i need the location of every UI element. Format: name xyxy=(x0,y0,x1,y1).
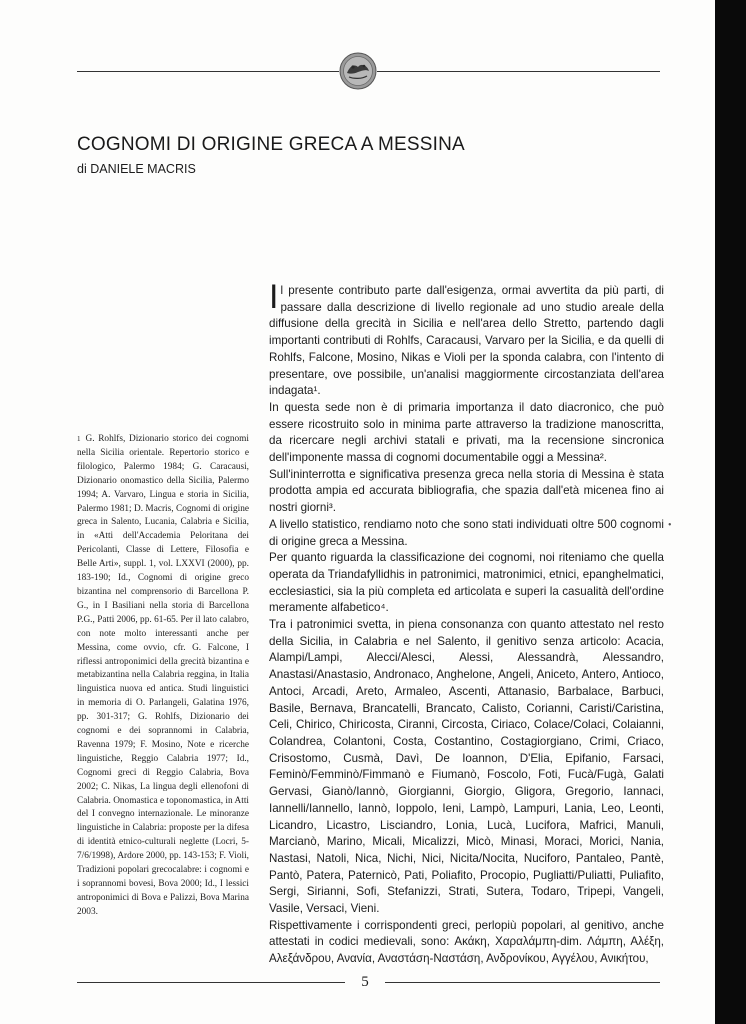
header-rule-right xyxy=(377,71,660,72)
article-title: COGNOMI DI ORIGINE GRECA A MESSINA xyxy=(77,134,465,155)
scan-edge-shadow xyxy=(715,0,746,1024)
body-paragraph: Rispettivamente i corrispondenti greci, perlopiù popolari, al genitivo, anche attestati in codici medievali, sono: Ακάκη, Χαραλάμπη-dim. Λάμπη, Αλέξη, Αλεξάνδρου, Ανανία, Αναστάση-Ναστάση, Ανδρονίκου, Αγγέλου, Ανικήτου, xyxy=(269,918,664,966)
body-paragraph: Sull'ininterrotta e significativa presenza greca nella storia di Messina è stata prodotta ampia ed accurata bibliografia, che spazia dall'età micenea fino ai nostri giorni³. xyxy=(269,467,664,515)
footnote-text: G. Rohlfs, Dizionario storico dei cognomi nella Sicilia orientale. Repertorio storico e filologico, Palermo 1984; G. Caracausi, Dizionario onomastico della Sicilia, Palermo 1994; A. Varvaro, Lingua e storia in Sicilia, Palermo 1981; D. Macris, Cognomi di origine greca in Salento, Lucania, Calabria e Sicilia, in «Atti dell'Accademia Peloritana dei Pericolanti, Classe di Lettere, Filosofia e Belle Arti», suppl. 1, vol. LXXVI (2000), pp. 183-190; Id., Cognomi di origine greco bizantina nel comprensorio di Barcellona P. G., in I Basiliani nella storia di Barcellona P.G., Patti 2006, pp. 61-65. Per il lato calabro, con note molto interessanti anche per Messina, come ovvio, cfr. G. Falcone, I riflessi antroponimici della grecità bizantina e metabizantina nella Calabria reggina, in Italia linguistica nuova ed antica. Studi linguistici in memoria di O. Parlangeli, Galatina 1976, pp. 301-317; G. Rohlfs, Dizionario dei cognomi e dei soprannomi in Calabria, Ravenna 1979; F. Mosino, Note e ricerche linguistiche, Reggio Calabria 1977; Id., Cognomi greci di Reggio Calabria, Bova 2002; C. Nikas, La lingua degli ellenofoni di Calabria. Onomastica e toponomastica, in Atti del I convegno internazionale. Le minoranze linguistiche in Calabria: proposte per la difesa di identità etnico-culturali neglette (Locri, 5-7/6/1998), Ardore 2000, pp. 143-153; F. Violi, Tradizioni popolari grecocalabre: i cognomi e i soprannomi bovesi, Bova 2000; Id., I lessici antroponimici di Bova e Palizzi, Bova Marina 2003. xyxy=(77,434,249,917)
body-paragraph: In questa sede non è di primaria importanza il dato diacronico, che può essere ricostruito solo in minima parte attraverso la tradizione manoscritta, da ricercare negli archivi statali e privati, ma la recensione sincronica dell'imponente massa di cognomi documentabile oggi a Messina². xyxy=(269,400,664,465)
drop-cap: I xyxy=(269,278,279,316)
body-paragraph: Per quanto riguarda la classificazione dei cognomi, noi riteniamo che quella operata da Triandafyllidhis in patronimici, matronimici, etnici, epanghelmatici, ecclesiastici, sia la più completa ed articolata e superi la casualità dell'ordine meramente alfabetico⁴. xyxy=(269,551,664,615)
margin-mark: • xyxy=(668,520,672,531)
footer-rule-right xyxy=(385,982,660,983)
body-paragraph: Il presente contributo parte dall'esigenza, ormai avvertita da più parti, di passare dalla descrizione di livello regionale ad uno studio areale della diffusione della grecità in Sicilia e nell'area dello Stretto, partendo dagli importanti contributi di Rohlfs, Caracausi, Varvaro per la Sicilia, e da quelli di Rohlfs, Falcone, Mosino, Nikas e Violi per la sponda calabra, con l'intento di presentare, ove possibile, un'analisi maggiormente circostanziata dell'area indagata¹. xyxy=(269,278,664,398)
article-author: di DANIELE MACRIS xyxy=(77,162,196,176)
body-paragraph: Tra i patronimici svetta, in piena consonanza con quanto attestato nel resto della Sicilia, in Calabria e nel Salento, il genitivo senza articolo: Acacia, Alampi/Lampi, Alecci/Alesci, Alessi, Alessandrà, Alessandro, Anastasi/Anastasio, Andronaco, Anghelone, Angeli, Aniceto, Antero, Antioco, Antoci, Arcadi, Areto, Armaleo, Ascenti, Attanasio, Barbalace, Barbuci, Basile, Bernava, Brancatelli, Brancato, Calisto, Corianni, Caristi/Caristina, Celi, Chirico, Chiricosta, Ciranni, Circosta, Ciriaco, Colace/Colaci, Colaianni, Colandrea, Colantoni, Costa, Costantino, Costagiorgiano, Crimi, Criaco, Crisostomo, Cusmà, Davì, De Ioannon, D'Elia, Epifanio, Farsaci, Feminò/Femminò/Fimmanò e Fiumanò, Foscolo, Foti, Fucà/Fugà, Galati Gervasi, Gianò/Iannò, Giorgianni, Giorgio, Gligora, Gregorio, Iannaci, Iannelli/Iannello, Iannò, Ioppolo, Ieni, Lampò, Lampuri, Lania, Leo, Leonti, Licandro, Licastro, Lisciandro, Lonia, Lucà, Lucifora, Mafrici, Manuli, Marcianò, Marino, Micali, Micalizzi, Micò, Minasi, Moraci, Morici, Nania, Nastasi, Natoli, Nica, Nichi, Nici, Nicita/Nocita, Nuciforo, Pantaleo, Pantè, Pantò, Patera, Paternicò, Pati, Poliafito, Procopio, Pugliatti/Puliatti, Puliafito, Sergi, Sirianni, Sofi, Stefanizzi, Strati, Sutera, Todaro, Tripepi, Vangeli, Vasile, Versaci, Vieni. xyxy=(269,618,664,916)
footnote-1 xyxy=(77,433,249,920)
emblem-seal-icon xyxy=(339,52,377,90)
footnote-number: 1 xyxy=(77,435,81,443)
page-number: 5 xyxy=(361,974,369,990)
article-body xyxy=(269,278,664,968)
body-paragraph: A livello statistico, rendiamo noto che sono stati individuati oltre 500 cognomi di origine greca a Messina. xyxy=(269,517,664,548)
header-rule-left xyxy=(77,71,339,72)
footer-rule-left xyxy=(77,982,345,983)
